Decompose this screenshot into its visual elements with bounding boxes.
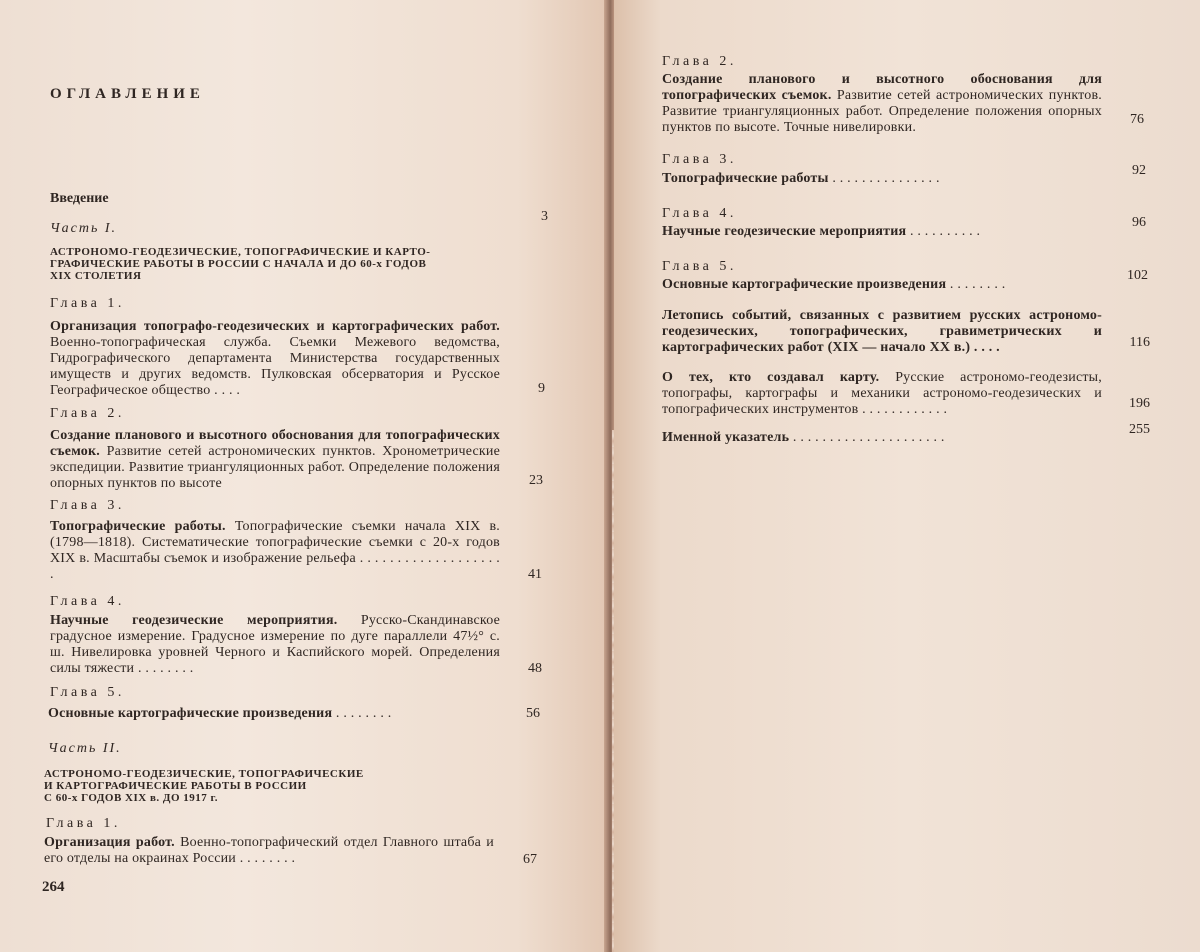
chapter-title: Создание планового и высотного обоснования для топографических съемок. (662, 72, 1102, 103)
chapter-label: Глава 3. (50, 498, 125, 513)
toc-heading: ОГЛАВЛЕНИЕ (50, 86, 205, 102)
chapter-page: 76 (1130, 112, 1144, 127)
chapter-entry (48, 706, 498, 722)
chapter-title: Научные геодезические мероприятия. (50, 613, 338, 628)
chapter-desc: Развитие сетей астрономических пунктов. Хронометрические экспедиции. Развитие триангуляционных работ. Определение положения опорных пунктов по высоте (50, 444, 500, 491)
chapter-label: Глава 1. (46, 816, 121, 831)
right-page (614, 0, 1200, 952)
part1-title-line: ГРАФИЧЕСКИЕ РАБОТЫ В РОССИИ С НАЧАЛА И ДО 60-х ГОДОВ (50, 258, 427, 270)
index-title: Именной указатель (662, 430, 790, 445)
chapter-page: 23 (529, 473, 543, 488)
chapter-page: 255 (1129, 422, 1150, 437)
chapter-title: Создание планового и высотного обоснования для топографических съемок. (50, 428, 500, 459)
part1-title-line: XIX СТОЛЕТИЯ (50, 270, 142, 282)
chapter-title: Топографические работы. (50, 519, 226, 534)
chapter-desc: Военно-топографическая служба. Съемки Межевого ведомства, Гидрографического департамента Министерства государственных имуществ и других ведомств. Пулковская обсерватория и Русское Географическое общество . . . . (50, 335, 500, 398)
chapter-label: Глава 4. (662, 206, 737, 221)
chapter-entry (662, 171, 1102, 187)
chapter-page: 56 (526, 706, 540, 721)
chapter-entry (662, 72, 1102, 136)
dot-leader: . . . . . . . . (949, 277, 1006, 292)
chapter-label: Глава 5. (50, 685, 125, 700)
chapter-entry (50, 428, 500, 492)
chapter-title: Основные картографические произведения (662, 277, 947, 292)
chapter-entry (50, 519, 500, 583)
intro-title: Введение (50, 191, 109, 206)
part1-label: Часть I. (50, 221, 118, 236)
chapter-desc: Военно-топографический отдел Главного штаба и его отделы на окраинах России . . . . . . . . (44, 835, 494, 866)
index-entry (662, 430, 1102, 446)
chapter-title: Организация топографо-геодезических и картографических работ. (50, 319, 500, 334)
chapter-page: 96 (1132, 215, 1146, 230)
chapter-title: Топографические работы (662, 171, 829, 186)
chapter-label: Глава 5. (662, 259, 737, 274)
chapter-label: Глава 2. (50, 406, 125, 421)
chapter-entry (662, 277, 1102, 293)
chapter-label: Глава 1. (50, 296, 125, 311)
chapter-label: Глава 4. (50, 594, 125, 609)
intro-page: 3 (541, 209, 548, 224)
chapter-title: Основные картографические произведения (48, 706, 333, 721)
makers-title: О тех, кто создавал карту. (662, 370, 880, 385)
chapter-desc: Развитие сетей астрономических пунктов. Развитие триангуляционных работ. Определение положения опорных пунктов по высоте. Точные нивелировки. (662, 88, 1103, 135)
part2-title-line: АСТРОНОМО-ГЕОДЕЗИЧЕСКИЕ, ТОПОГРАФИЧЕСКИЕ (44, 768, 364, 780)
chapter-entry (662, 224, 1102, 240)
part2-title-line: С 60-х ГОДОВ XIX в. ДО 1917 г. (44, 792, 219, 804)
chapter-page: 67 (523, 852, 537, 867)
chapter-title: Научные геодезические мероприятия (662, 224, 907, 239)
chapter-entry (50, 319, 500, 399)
chapter-title: Организация работ. (44, 835, 175, 850)
chapter-page: 48 (528, 661, 542, 676)
part1-title (50, 246, 500, 282)
chapter-page: 41 (528, 567, 542, 582)
chapter-page: 116 (1129, 335, 1150, 350)
chapter-desc: Русско-Скандинавское градусное измерение. Градусное измерение по дуге параллели 47½° с. ш. Нивелировка уровней Черного и Каспийского морей. Определения силы тяжести . . . . . . . . (50, 613, 500, 676)
dot-leader: . . . . . . . . . . . . . . . . . . . . . (792, 430, 945, 445)
chapter-page: 102 (1127, 268, 1148, 283)
chapter-desc: Топографические съемки начала XIX в. (1798—1818). Систематические топографические съемки с 20-х годов XIX в. Масштабы съемок и изображение рельефа . . . . . . . . . . . . . . . . . . . . (50, 519, 501, 582)
chapter-page: 9 (538, 381, 545, 396)
dot-leader: . . . . . . . . . . . . . . . (832, 171, 940, 186)
part1-title-line: АСТРОНОМО-ГЕОДЕЗИЧЕСКИЕ, ТОПОГРАФИЧЕСКИЕ И КАРТО- (50, 246, 431, 258)
dot-leader: . . . . . . . . (335, 706, 392, 721)
part2-title (44, 768, 444, 804)
chapter-page: 92 (1132, 163, 1146, 178)
chapter-label: Глава 2. (662, 54, 737, 69)
chapter-entry (50, 613, 500, 677)
part2-title-line: И КАРТОГРАФИЧЕСКИЕ РАБОТЫ В РОССИИ (44, 780, 307, 792)
chronicle-entry: Летопись событий, связанных с развитием русских астрономо-геодезических, топографических, гравиметрических и картографических работ (XIX — начало XX в.) . . . . (662, 308, 1102, 355)
makers-entry (662, 370, 1102, 418)
chapter-entry (44, 835, 494, 867)
chapter-label: Глава 3. (662, 152, 737, 167)
part2-label: Часть II. (48, 741, 122, 756)
makers-desc: Русские астрономо-геодезисты, топографы, картографы и механики астрономо-геодезических и топографических инструментов . . . . . . . . . . . . (662, 370, 1102, 417)
dot-leader: . . . . . . . . . . (909, 224, 981, 239)
page-number: 264 (42, 879, 65, 895)
chapter-page: 196 (1129, 396, 1150, 411)
